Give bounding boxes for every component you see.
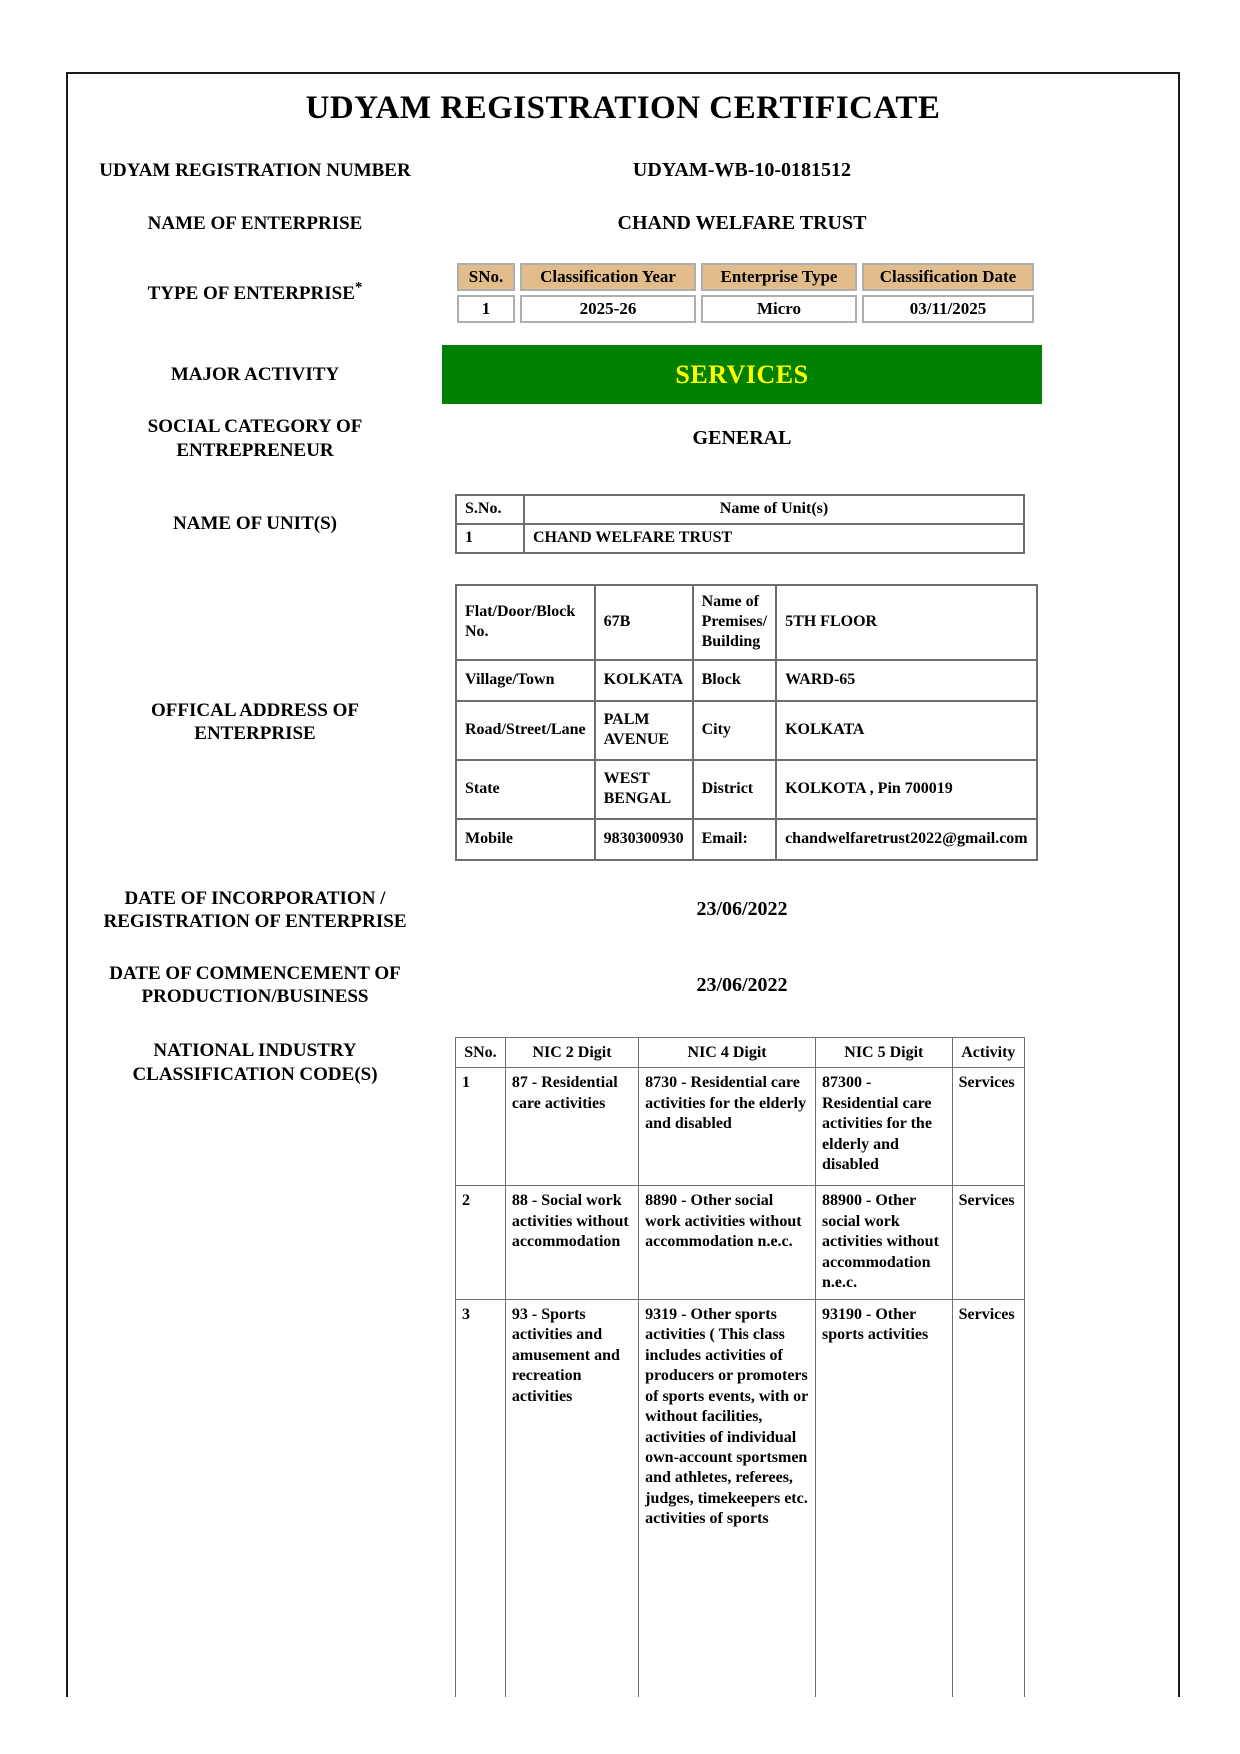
nic-header-5digit: NIC 5 Digit (816, 1038, 953, 1068)
nic2-activity: Services (952, 1186, 1024, 1299)
enterprise-name-label: NAME OF ENTERPRISE (147, 213, 363, 235)
social-category-label: SOCIAL CATEGORY OF ENTREPRENEUR (147, 416, 363, 461)
nic-row (68, 1037, 1178, 1697)
commencement-date-label: DATE OF COMMENCEMENT OF PRODUCTION/BUSINESS (109, 963, 401, 1008)
unit-sno: 1 (456, 524, 524, 553)
nic-header-4digit: NIC 4 Digit (639, 1038, 816, 1068)
state-label: State (456, 760, 595, 819)
footnote-asterisk: * (354, 279, 363, 296)
nic-data-row-2 (456, 1186, 1025, 1299)
units-header-row (456, 495, 1024, 524)
nic1-sno: 1 (456, 1068, 506, 1186)
major-activity-label: MAJOR ACTIVITY (170, 364, 340, 386)
state-value: WEST BENGAL (595, 760, 693, 819)
units-label: NAME OF UNIT(S) (173, 513, 337, 535)
address-row-road (456, 701, 1037, 760)
certificate-border-frame (66, 72, 1180, 1697)
nic-header-sno: SNo. (456, 1038, 506, 1068)
nic-header-activity: Activity (952, 1038, 1024, 1068)
road-label: Road/Street/Lane (456, 701, 595, 760)
classification-year: 2025-26 (520, 295, 696, 323)
units-row (68, 494, 1178, 554)
village-label: Village/Town (456, 660, 595, 701)
social-category-value: GENERAL (692, 427, 792, 450)
enterprise-type-label-text: TYPE OF ENTERPRISE (147, 282, 355, 304)
units-header-sno: S.No. (456, 495, 524, 524)
district-label: District (693, 760, 776, 819)
classification-header-type: Enterprise Type (701, 263, 857, 291)
nic3-sno: 3 (456, 1299, 506, 1697)
city-value: KOLKATA (776, 701, 1037, 760)
nic1-activity: Services (952, 1068, 1024, 1186)
flat-value: 67B (595, 585, 693, 660)
classification-table (452, 259, 1039, 327)
premises-label: Name of Premises/ Building (693, 585, 776, 660)
nic-data-row-1 (456, 1068, 1025, 1186)
classification-header-sno: SNo. (457, 263, 515, 291)
classification-enterprise-type: Micro (701, 295, 857, 323)
address-row-village (456, 660, 1037, 701)
nic1-4digit: 8730 - Residential care activities for the elderly and disabled (639, 1068, 816, 1186)
commencement-date-value: 23/06/2022 (696, 973, 788, 996)
mobile-value: 9830300930 (595, 819, 693, 860)
nic2-2digit: 88 - Social work activities without accommodation (505, 1186, 638, 1299)
nic3-activity: Services (952, 1299, 1024, 1697)
nic-label: NATIONAL INDUSTRY CLASSIFICATION CODE(S) (132, 1040, 378, 1085)
nic1-5digit: 87300 - Residential care activities for the elderly and disabled (816, 1068, 953, 1186)
village-value: KOLKATA (595, 660, 693, 701)
nic3-2digit: 93 - Sports activities and amusement and recreation activities (505, 1299, 638, 1697)
registration-number-label: UDYAM REGISTRATION NUMBER (99, 160, 411, 181)
units-header-name: Name of Unit(s) (524, 495, 1024, 524)
mobile-label: Mobile (456, 819, 595, 860)
enterprise-name-value: CHAND WELFARE TRUST (617, 212, 867, 235)
address-label: OFFICAL ADDRESS OF ENTERPRISE (151, 700, 359, 745)
classification-data-row (457, 295, 1034, 323)
nic2-sno: 2 (456, 1186, 506, 1299)
nic-data-row-3 (456, 1299, 1025, 1697)
classification-header-date: Classification Date (862, 263, 1034, 291)
block-value: WARD-65 (776, 660, 1037, 701)
major-activity-value: SERVICES (675, 359, 809, 389)
units-table (455, 494, 1025, 554)
unit-name: CHAND WELFARE TRUST (524, 524, 1024, 553)
units-data-row (456, 524, 1024, 553)
address-row-mobile (456, 819, 1037, 860)
nic-header-2digit: NIC 2 Digit (505, 1038, 638, 1068)
city-label: City (693, 701, 776, 760)
registration-number-row (68, 159, 1178, 182)
social-category-row (68, 415, 1178, 461)
nic2-4digit: 8890 - Other social work activities without accommodation n.e.c. (639, 1186, 816, 1299)
flat-label: Flat/Door/Block No. (456, 585, 595, 660)
email-value: chandwelfaretrust2022@gmail.com (776, 819, 1037, 860)
nic2-5digit: 88900 - Other social work activities without accommodation n.e.c. (816, 1186, 953, 1299)
address-row-state (456, 760, 1037, 819)
major-activity-banner (442, 345, 1042, 404)
classification-date: 03/11/2025 (862, 295, 1034, 323)
block-label: Block (693, 660, 776, 701)
address-table (455, 584, 1038, 861)
incorporation-date-row (68, 887, 1178, 933)
road-value: PALM AVENUE (595, 701, 693, 760)
enterprise-type-label (147, 279, 363, 305)
address-row-flat (456, 585, 1037, 660)
premises-value: 5TH FLOOR (776, 585, 1037, 660)
registration-number-value: UDYAM-WB-10-0181512 (632, 159, 852, 182)
major-activity-row (68, 345, 1178, 404)
nic-table (455, 1037, 1025, 1697)
classification-header-row (457, 263, 1034, 291)
incorporation-date-value: 23/06/2022 (696, 898, 788, 921)
certificate-title: UDYAM REGISTRATION CERTIFICATE (305, 90, 941, 126)
address-row (68, 584, 1178, 861)
district-value: KOLKOTA , Pin 700019 (776, 760, 1037, 819)
nic3-4digit: 9319 - Other sports activities ( This class includes activities of producers or promoters of sports events, with or without facilities, activities of individual own-account sportsmen and athletes, referees, judges, timekeepers etc. activities of sports (639, 1299, 816, 1697)
enterprise-name-row (68, 212, 1178, 235)
nic-header-row (456, 1038, 1025, 1068)
nic3-5digit: 93190 - Other sports activities (816, 1299, 953, 1697)
commencement-date-row (68, 962, 1178, 1008)
enterprise-type-row (68, 259, 1178, 327)
nic1-2digit: 87 - Residential care activities (505, 1068, 638, 1186)
classification-sno: 1 (457, 295, 515, 323)
email-label: Email: (693, 819, 776, 860)
nic-table-clip (442, 1037, 1042, 1697)
incorporation-date-label: DATE OF INCORPORATION / REGISTRATION OF ENTERPRISE (103, 887, 407, 932)
classification-header-year: Classification Year (520, 263, 696, 291)
